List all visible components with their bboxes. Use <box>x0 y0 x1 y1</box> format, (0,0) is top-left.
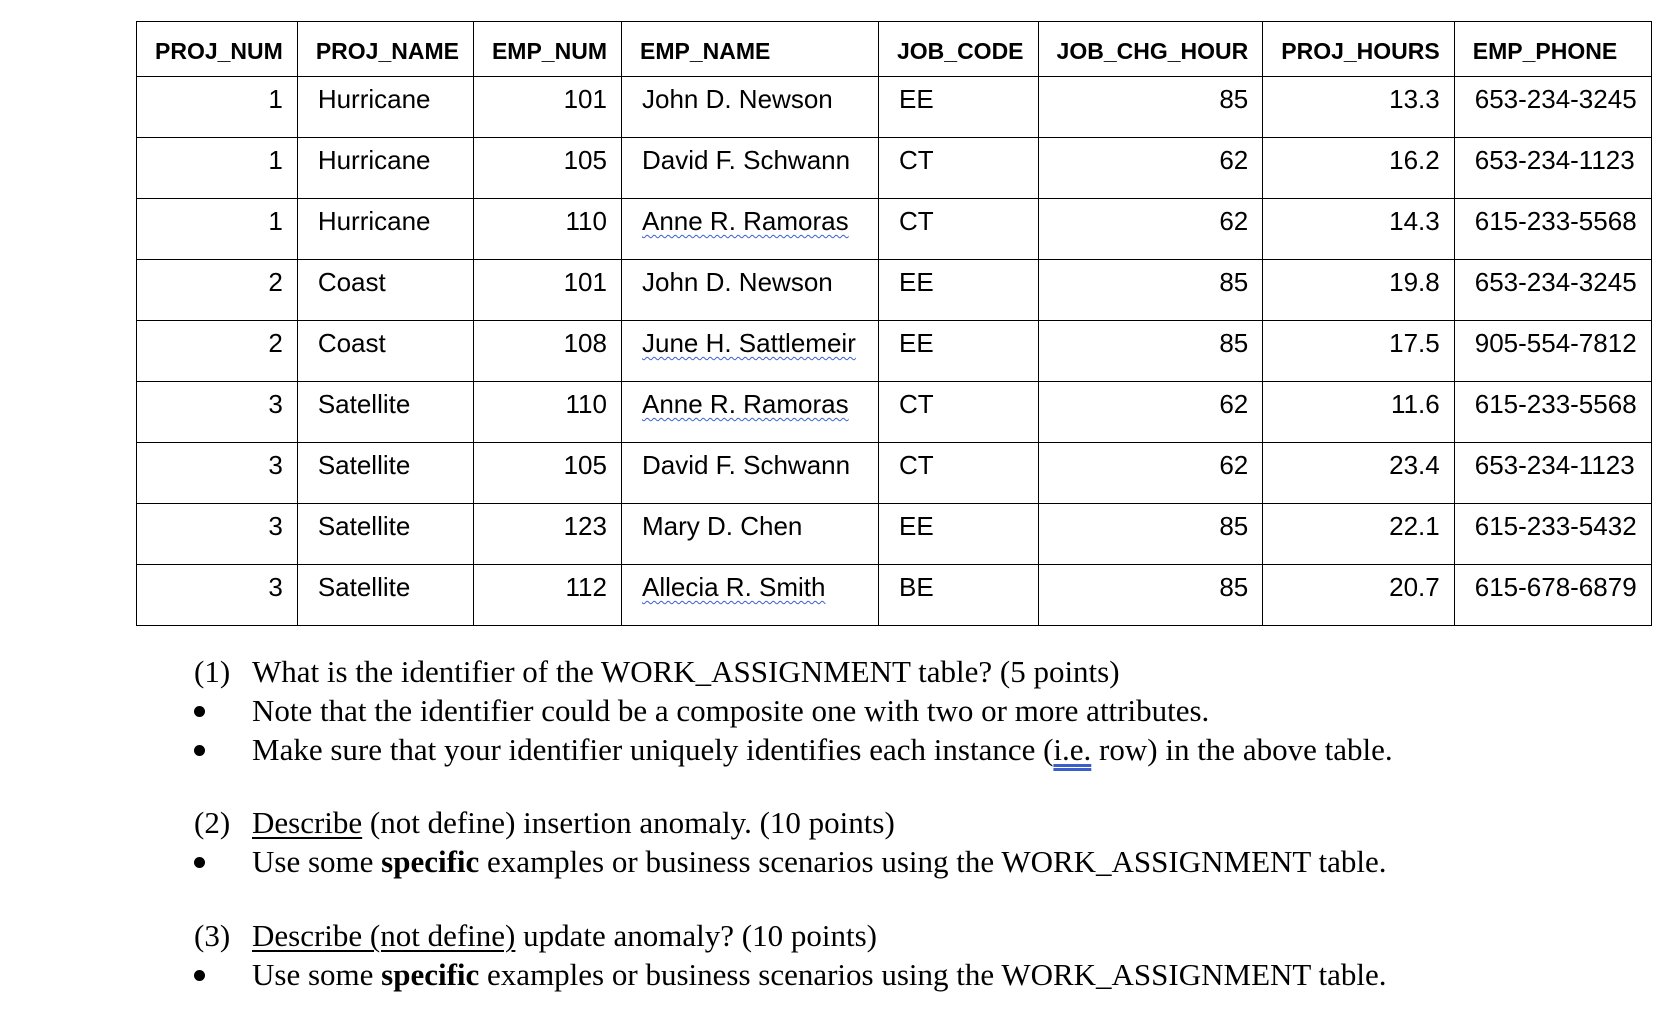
header-proj-hours: PROJ_HOURS <box>1263 22 1454 77</box>
cell-proj-num: 1 <box>137 199 298 260</box>
cell-proj-name: Satellite <box>297 443 473 504</box>
table-row <box>137 382 1652 443</box>
bullet-icon <box>194 745 205 756</box>
table-row <box>137 565 1652 626</box>
cell-job-code: EE <box>878 77 1038 138</box>
header-emp-phone: EMP_PHONE <box>1454 22 1651 77</box>
table-row <box>137 260 1652 321</box>
emp-name-text: June H. Sattlemeir <box>641 328 856 358</box>
cell-job-chg-hour: 62 <box>1038 382 1263 443</box>
bullet-icon <box>194 706 205 717</box>
cell-job-code: CT <box>878 443 1038 504</box>
cell-proj-name: Satellite <box>297 504 473 565</box>
cell-emp-num: 108 <box>473 321 621 382</box>
table-row <box>137 321 1652 382</box>
cell-emp-num: 101 <box>473 260 621 321</box>
cell-proj-name: Satellite <box>297 382 473 443</box>
cell-emp-num: 110 <box>473 199 621 260</box>
cell-emp-num: 112 <box>473 565 621 626</box>
question-2-rest: (not define) insertion anomaly. (10 points) <box>362 805 895 840</box>
cell-emp-phone: 615-678-6879 <box>1454 565 1651 626</box>
bullet-text-post: row) in the above table. <box>1091 732 1393 767</box>
cell-job-chg-hour: 85 <box>1038 77 1263 138</box>
emp-name-text: Allecia R. Smith <box>641 572 826 602</box>
cell-proj-name: Satellite <box>297 565 473 626</box>
table-row <box>137 138 1652 199</box>
cell-proj-hours: 16.2 <box>1263 138 1454 199</box>
question-3-underlined: Describe (not define) <box>252 918 516 953</box>
bullet-text: Note that the identifier could be a composite one with two or more attributes. <box>252 693 1210 728</box>
cell-job-code: CT <box>878 199 1038 260</box>
cell-job-chg-hour: 62 <box>1038 443 1263 504</box>
header-emp-num: EMP_NUM <box>473 22 621 77</box>
question-3-rest: update anomaly? (10 points) <box>515 918 877 953</box>
cell-emp-phone: 615-233-5568 <box>1454 199 1651 260</box>
cell-emp-name: David F. Schwann <box>621 443 878 504</box>
table-row <box>137 443 1652 504</box>
cell-emp-name: John D. Newson <box>621 260 878 321</box>
cell-job-code: BE <box>878 565 1038 626</box>
table-row <box>137 199 1652 260</box>
question-3-text <box>252 917 877 955</box>
cell-proj-hours: 23.4 <box>1263 443 1454 504</box>
cell-job-chg-hour: 62 <box>1038 199 1263 260</box>
cell-job-code: EE <box>878 504 1038 565</box>
bullet-text-pre: Use some <box>252 957 382 992</box>
bullet-text-pre: Make sure that your identifier uniquely identifies each instance ( <box>252 732 1054 767</box>
cell-emp-name: Mary D. Chen <box>621 504 878 565</box>
cell-emp-phone: 905-554-7812 <box>1454 321 1651 382</box>
header-proj-name: PROJ_NAME <box>297 22 473 77</box>
bullet-text <box>252 843 1387 881</box>
cell-proj-num: 3 <box>137 504 298 565</box>
bullet-text <box>252 956 1387 994</box>
question-2-text <box>252 804 895 842</box>
table-row <box>137 504 1652 565</box>
cell-proj-num: 3 <box>137 565 298 626</box>
bullet-text-post: examples or business scenarios using the WORK_ASSIGNMENT table. <box>479 844 1387 879</box>
cell-emp-name: John D. Newson <box>621 77 878 138</box>
header-emp-name: EMP_NAME <box>621 22 878 77</box>
bullet-icon <box>194 857 205 868</box>
cell-proj-hours: 14.3 <box>1263 199 1454 260</box>
cell-proj-num: 2 <box>137 321 298 382</box>
cell-proj-num: 3 <box>137 382 298 443</box>
question-1-text: What is the identifier of the WORK_ASSIGNMENT table? (5 points) <box>252 654 1120 689</box>
cell-proj-num: 1 <box>137 77 298 138</box>
bullet-icon <box>194 970 205 981</box>
cell-emp-num: 110 <box>473 382 621 443</box>
bullet-text-post: examples or business scenarios using the WORK_ASSIGNMENT table. <box>479 957 1387 992</box>
bullet-text-pre: Use some <box>252 844 382 879</box>
work-assignment-table <box>136 21 1652 626</box>
cell-proj-hours: 22.1 <box>1263 504 1454 565</box>
cell-emp-name: David F. Schwann <box>621 138 878 199</box>
question-2-label: (2) <box>194 805 231 840</box>
cell-job-code: EE <box>878 321 1038 382</box>
cell-proj-hours: 20.7 <box>1263 565 1454 626</box>
cell-proj-name: Coast <box>297 321 473 382</box>
cell-proj-name: Hurricane <box>297 199 473 260</box>
header-proj-num: PROJ_NUM <box>137 22 298 77</box>
header-job-code: JOB_CODE <box>878 22 1038 77</box>
cell-emp-phone: 615-233-5432 <box>1454 504 1651 565</box>
cell-emp-phone: 653-234-3245 <box>1454 260 1651 321</box>
emp-name-text: Anne R. Ramoras <box>641 206 849 236</box>
cell-emp-num: 123 <box>473 504 621 565</box>
cell-proj-hours: 13.3 <box>1263 77 1454 138</box>
cell-job-code: CT <box>878 382 1038 443</box>
cell-job-chg-hour: 85 <box>1038 565 1263 626</box>
bullet-text-ie: i.e. <box>1053 732 1092 767</box>
question-2-underlined: Describe <box>252 805 363 840</box>
bullet-text-bold: specific <box>381 957 480 992</box>
cell-proj-hours: 11.6 <box>1263 382 1454 443</box>
cell-proj-name: Hurricane <box>297 138 473 199</box>
cell-proj-num: 1 <box>137 138 298 199</box>
cell-emp-phone: 653-234-3245 <box>1454 77 1651 138</box>
cell-job-chg-hour: 85 <box>1038 260 1263 321</box>
bullet-text-bold: specific <box>381 844 480 879</box>
cell-job-code: EE <box>878 260 1038 321</box>
cell-job-code: CT <box>878 138 1038 199</box>
emp-name-text: Anne R. Ramoras <box>641 389 849 419</box>
cell-emp-num: 105 <box>473 443 621 504</box>
question-1-label: (1) <box>194 654 231 689</box>
cell-emp-name <box>621 565 878 626</box>
cell-emp-name <box>621 382 878 443</box>
table-row <box>137 77 1652 138</box>
cell-emp-phone: 615-233-5568 <box>1454 382 1651 443</box>
cell-proj-num: 3 <box>137 443 298 504</box>
cell-emp-phone: 653-234-1123 <box>1454 443 1651 504</box>
cell-emp-phone: 653-234-1123 <box>1454 138 1651 199</box>
header-job-chg-hour: JOB_CHG_HOUR <box>1038 22 1263 77</box>
cell-job-chg-hour: 85 <box>1038 504 1263 565</box>
cell-proj-num: 2 <box>137 260 298 321</box>
table-header-row <box>137 22 1652 77</box>
bullet-text <box>252 731 1393 769</box>
question-3-label: (3) <box>194 918 231 953</box>
cell-emp-num: 105 <box>473 138 621 199</box>
cell-proj-name: Coast <box>297 260 473 321</box>
cell-emp-name <box>621 199 878 260</box>
cell-proj-name: Hurricane <box>297 77 473 138</box>
cell-emp-num: 101 <box>473 77 621 138</box>
cell-proj-hours: 19.8 <box>1263 260 1454 321</box>
cell-emp-name <box>621 321 878 382</box>
cell-job-chg-hour: 85 <box>1038 321 1263 382</box>
cell-job-chg-hour: 62 <box>1038 138 1263 199</box>
cell-proj-hours: 17.5 <box>1263 321 1454 382</box>
